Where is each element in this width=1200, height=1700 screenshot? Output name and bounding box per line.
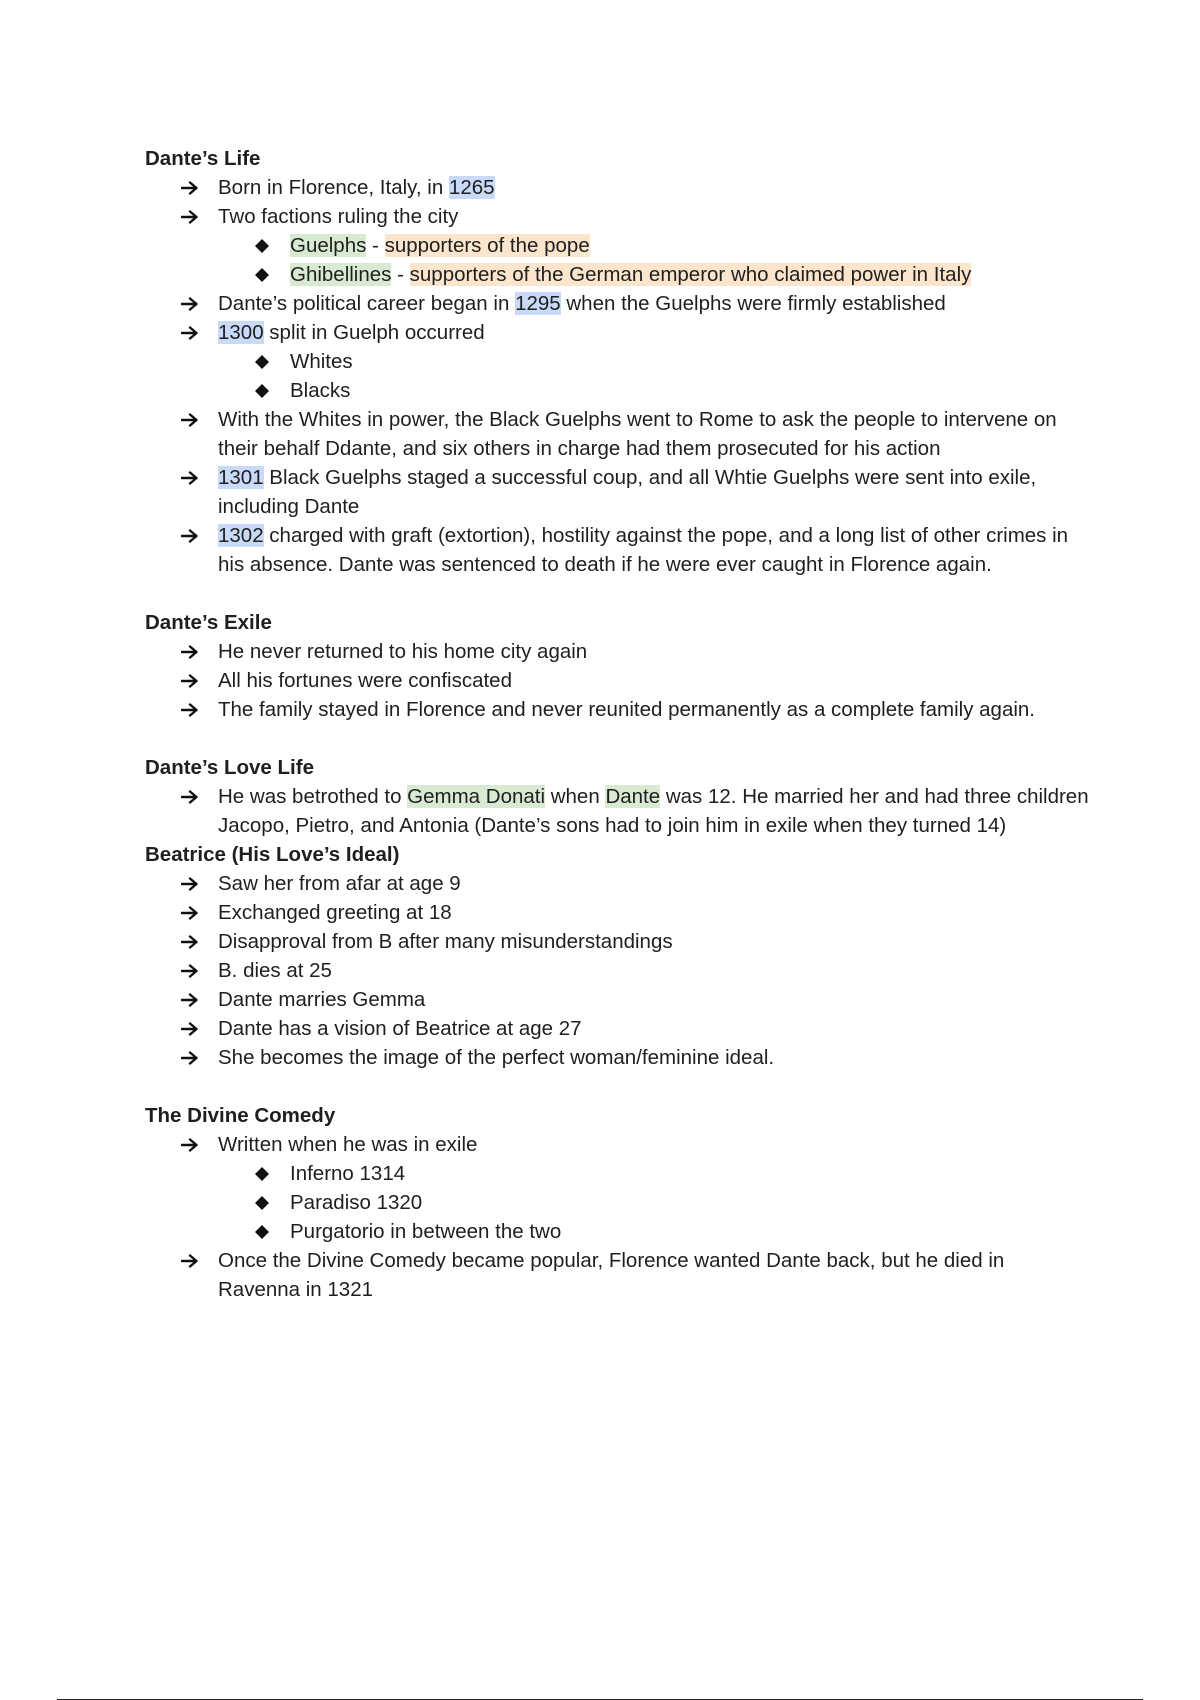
list-item: 1302 charged with graft (extortion), hostility against the pope, and a long list of other crimes in his absence. Dante was sentenced to death if he were ever caught in Florence again. — [145, 521, 1090, 579]
arrow-bullet-icon — [181, 1043, 203, 1065]
arrow-bullet-icon — [181, 1246, 203, 1268]
love-list — [145, 782, 1090, 840]
list-item: Exchanged greeting at 18 — [145, 898, 1090, 927]
list-item: Saw her from afar at age 9 — [145, 869, 1090, 898]
heading-dantes-exile: Dante’s Exile — [145, 611, 272, 634]
list-item: He never returned to his home city again — [145, 637, 1090, 666]
year-highlight: 1265 — [448, 176, 495, 199]
list-item: Disapproval from B after many misunderstandings — [145, 927, 1090, 956]
diamond-bullet-icon — [255, 1188, 275, 1210]
name-highlight: Dante — [605, 785, 661, 808]
exile-list — [145, 637, 1090, 724]
life-list — [145, 173, 1090, 579]
arrow-bullet-icon — [181, 927, 203, 949]
sub-list-item: Inferno 1314 — [145, 1159, 1090, 1188]
definition-highlight: supporters of the pope — [384, 234, 590, 257]
arrow-bullet-icon — [181, 898, 203, 920]
sub-list-item: Guelphs - supporters of the pope — [145, 231, 1090, 260]
list-item: Born in Florence, Italy, in 1265 — [145, 173, 1090, 202]
sub-list-item: Paradiso 1320 — [145, 1188, 1090, 1217]
list-item: All his fortunes were confiscated — [145, 666, 1090, 695]
arrow-bullet-icon — [181, 318, 203, 340]
list-item: Written when he was in exile — [145, 1130, 1090, 1159]
arrow-bullet-icon — [181, 666, 203, 688]
definition-highlight: supporters of the German emperor who claimed power in Italy — [409, 263, 972, 286]
diamond-bullet-icon — [255, 231, 275, 253]
arrow-bullet-icon — [181, 463, 203, 485]
arrow-bullet-icon — [181, 289, 203, 311]
list-item: Dante marries Gemma — [145, 985, 1090, 1014]
arrow-bullet-icon — [181, 985, 203, 1007]
year-highlight: 1302 — [218, 524, 264, 547]
sub-list-item: Ghibellines - supporters of the German emperor who claimed power in Italy — [145, 260, 1090, 289]
diamond-bullet-icon — [255, 260, 275, 282]
year-highlight: 1300 — [218, 321, 264, 344]
sub-list-item: Purgatorio in between the two — [145, 1217, 1090, 1246]
arrow-bullet-icon — [181, 1130, 203, 1152]
list-item: With the Whites in power, the Black Guelphs went to Rome to ask the people to intervene on their behalf Ddante, and six others in charge had them prosecuted for his action — [145, 405, 1090, 463]
list-item: She becomes the image of the perfect woman/feminine ideal. — [145, 1043, 1090, 1072]
section-dantes-exile — [145, 608, 1090, 724]
arrow-bullet-icon — [181, 405, 203, 427]
arrow-bullet-icon — [181, 695, 203, 717]
arrow-bullet-icon — [181, 173, 203, 195]
list-item: 1300 split in Guelph occurred — [145, 318, 1090, 347]
arrow-bullet-icon — [181, 202, 203, 224]
diamond-bullet-icon — [255, 1217, 275, 1239]
list-item: Dante’s political career began in 1295 when the Guelphs were firmly established — [145, 289, 1090, 318]
heading-dantes-life: Dante’s Life — [145, 147, 261, 170]
list-item: Once the Divine Comedy became popular, Florence wanted Dante back, but he died in Ravenna in 1321 — [145, 1246, 1090, 1304]
list-item: Two factions ruling the city — [145, 202, 1090, 231]
sub-list-item: Blacks — [145, 376, 1090, 405]
heading-beatrice: Beatrice (His Love’s Ideal) — [145, 843, 400, 866]
diamond-bullet-icon — [255, 1159, 275, 1181]
list-item: 1301 Black Guelphs staged a successful coup, and all Whtie Guelphs were sent into exile, including Dante — [145, 463, 1090, 521]
heading-dantes-love-life: Dante’s Love Life — [145, 756, 314, 779]
arrow-bullet-icon — [181, 869, 203, 891]
arrow-bullet-icon — [181, 956, 203, 978]
comedy-list — [145, 1130, 1090, 1304]
term-highlight: Guelphs — [290, 234, 367, 257]
section-divine-comedy — [145, 1101, 1090, 1304]
section-beatrice — [145, 840, 1090, 1072]
arrow-bullet-icon — [181, 521, 203, 543]
section-dantes-life — [145, 144, 1090, 579]
document-page — [145, 144, 1090, 1304]
diamond-bullet-icon — [255, 376, 275, 398]
diamond-bullet-icon — [255, 347, 275, 369]
list-item: He was betrothed to Gemma Donati when Dante was 12. He married her and had three children Jacopo, Pietro, and Antonia (Dante’s sons had to join him in exile when they turned 14) — [145, 782, 1090, 840]
beatrice-list — [145, 869, 1090, 1072]
list-item: Dante has a vision of Beatrice at age 27 — [145, 1014, 1090, 1043]
section-dantes-love-life — [145, 753, 1090, 840]
sub-list-item: Whites — [145, 347, 1090, 376]
year-highlight: 1301 — [218, 466, 264, 489]
year-highlight: 1295 — [515, 292, 561, 315]
list-item: B. dies at 25 — [145, 956, 1090, 985]
term-highlight: Ghibellines — [290, 263, 392, 286]
name-highlight: Gemma Donati — [407, 785, 546, 808]
list-item: The family stayed in Florence and never reunited permanently as a complete family again. — [145, 695, 1090, 724]
heading-divine-comedy: The Divine Comedy — [145, 1104, 336, 1127]
arrow-bullet-icon — [181, 1014, 203, 1036]
arrow-bullet-icon — [181, 782, 203, 804]
arrow-bullet-icon — [181, 637, 203, 659]
